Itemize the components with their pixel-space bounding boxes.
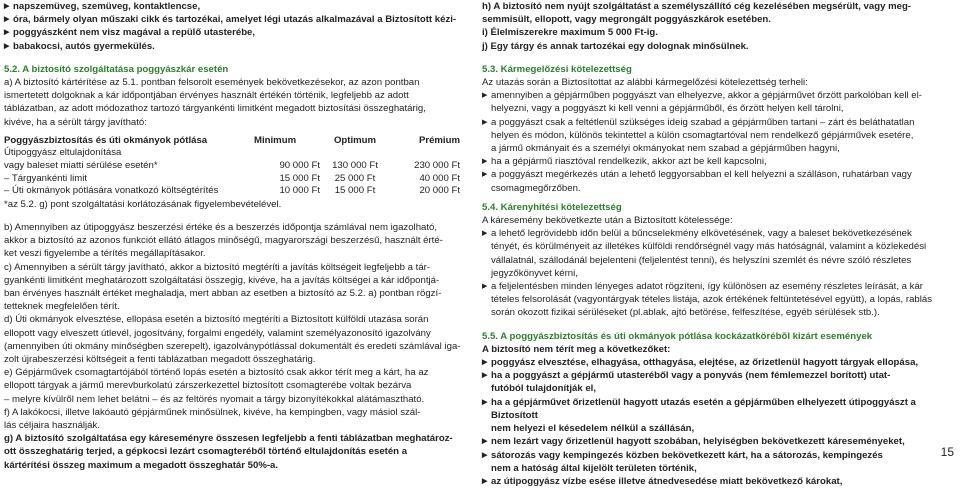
paragraphs-h-i-j — [482, 0, 954, 53]
table-header-cell: Minimum — [254, 135, 320, 148]
table-cell: 15 000 Ft — [320, 185, 390, 198]
section-5-5-heading: 5.5. A poggyászbiztosítás és úti okmányok pótlása kockázatkörébõl kizárt események — [482, 330, 954, 343]
text-line: semmisült, ellopott, vagy megrongált poggyászkárok esetében. — [482, 13, 954, 26]
table-footnote: *az 5.2. g) pont szolgáltatási korlátozásának figyelembevételével. — [4, 198, 462, 211]
section-5-5-list — [482, 356, 954, 488]
table-cell: 15 000 Ft — [254, 173, 320, 186]
text-line: jegyzőkönyvet kérni, — [491, 267, 954, 280]
text-line: e) Gépjárművek csomagtartójából történő lopás esetén a biztosító csak akkor térít meg a kárt, ha az — [4, 366, 462, 379]
text-line: a jármű okmányait és a személyi okmányokat nem szabad a gépjárműben hagyni, — [491, 142, 954, 155]
paragraph-b — [4, 221, 462, 261]
text-line: ismertetett dolgoknak a kár időpontjában érvényes használt értékén történik, legfeljebb az adott — [4, 89, 462, 102]
text-line: nem a hatóság által kijelölt területen történik, — [491, 462, 954, 475]
fees-table — [4, 135, 460, 198]
section-5-2-heading: 5.2. A biztosító szolgáltatása poggyászkár esetén — [4, 63, 462, 76]
text-line: j) Egy tárgy és annak tartozékai egy dolognak minősülnek. — [482, 40, 954, 53]
section-5-3-intro: Az utazás során a Biztosítottat az alábbi kármegelőzési kötelezettség terheli: — [482, 76, 954, 89]
text-line: ▶ sátorozás vagy kempingezés közben bekövetkezett kárt, ha a sátorozás, kempingezés — [491, 449, 954, 462]
left-column — [4, 0, 462, 472]
text-line: kivéve, ha a sérült tárgy javítható: — [4, 116, 462, 129]
list-item — [482, 369, 954, 395]
text-line: táblázatban, az adott módozathoz tartozó tárgyankénti limitként megadott biztosítási összeghatárig, — [4, 102, 462, 115]
list-item: ▶ napszemüveg, szemüveg, kontaktlencse, — [4, 0, 462, 13]
section-5-2-a-paragraph — [4, 76, 462, 129]
paragraph-e — [4, 366, 462, 406]
list-item — [482, 280, 954, 320]
list-item: ▶ babakocsi, autós gyermekülés. — [4, 40, 462, 53]
paragraph-g — [4, 432, 462, 472]
text-line: ▶ poggyász elvesztése, elhagyása, otthagyása, elejtése, az őrizetlenül hagyott tárgyak ellopása, — [491, 356, 954, 369]
section-5-3-list — [482, 89, 954, 195]
text-line: g) A biztosító szolgáltatása egy káreseményre összesen legfeljebb a fenti táblázatban meghatároz- — [4, 432, 462, 445]
text-line: kártérítési összeg maximum a megadott összeghatár 50%-a. — [4, 459, 462, 472]
table-cell: 20 000 Ft — [390, 185, 460, 198]
table-cell: 10 000 Ft — [254, 185, 320, 198]
text-line: csomagmegőrzőben. — [491, 182, 954, 195]
list-item: ▶ poggyászként nem visz magával a repülő utasterébe, — [4, 26, 462, 39]
text-line: tényét, és körülményeit az illetékes külföldi rendőrségnél vagy más hatóságnál, valamint a közlekedési — [491, 240, 954, 253]
list-item — [482, 168, 954, 194]
table-cell: 130 000 Ft — [320, 160, 390, 173]
text-line: f) A lakókocsi, illetve lakóautó gépjárműnek minősülnek, kivéve, ha kempingben, vagy másiol szál- — [4, 406, 462, 419]
text-line: ket veszi figyelembe a térítés megállapításakor. — [4, 247, 462, 260]
table-cell: vagy baleset miatti sérülése esetén* — [4, 160, 254, 173]
right-column — [482, 0, 954, 488]
text-line: ellopott vagy elveszett útlevél, jogosítvány, forgalmi engedély, valamint személyazonosító igazolvány — [4, 327, 462, 340]
section-5-5-intro: A biztosító nem térít meg a következőket: — [482, 343, 954, 356]
table-cell: 230 000 Ft — [390, 160, 460, 173]
paragraph-c — [4, 261, 462, 314]
text-line: ott összeghatárig terjed, a gépkocsi lezárt csomagteréből történő eltulajdonítás esetén a — [4, 445, 462, 458]
table-subheader: Útipoggyász eltulajdonítása — [4, 147, 460, 160]
text-line: ban érvényes használt értéket meghaladja, mert abban az esetben a biztosító az 5.2. a) pontban rögzí- — [4, 287, 462, 300]
table-row — [4, 185, 460, 198]
text-line: zolt újrabeszerzési költségeit a fenti táblázatban megadott összeghatárig. — [4, 353, 462, 366]
text-line: ▶ az útipoggyász vízbe esése illetve átnedvesedése miatt bekövetkező károkat, — [491, 475, 954, 488]
text-line: ▶ a poggyászt csak a feltétlenül szükséges ideig szabad a gépjárműben tartani – zárt és beláthatatlan — [491, 116, 954, 129]
text-line: futóból tulajdonítják el, — [491, 382, 954, 395]
text-line: nem helyezi el késedelem nélkül a szállásán, — [491, 422, 954, 435]
text-line: tételes felsorolását (vagyontárgyak tételes listája, azok értékének feltüntetésével együtt), a lopás, rablás — [491, 293, 954, 306]
section-5-4-heading: 5.4. Kárenyhítési kötelezettség — [482, 201, 954, 214]
text-line: lás céljaira használják. — [4, 419, 462, 432]
text-line: ▶ a lehető legrövidebb időn belül a bűncselekmény elkövetésének, vagy a baleset bekövetkezésének — [491, 227, 954, 240]
text-line: a) A biztosító kártérítése az 5.1. pontban felsorolt események bekövetkezésekor, az azon pontban — [4, 76, 462, 89]
section-5-4-list — [482, 227, 954, 319]
table-body — [4, 160, 460, 198]
list-item: ▶ óra, bármely olyan műszaki cikk és tartozékai, amelyet légi utazás alkalmazával a Biztosított kézi- — [4, 13, 462, 26]
text-line: vállalatnál, szállodánál bejelenteni (feljelentést tenni), és helyszíni szemlét és névre szóló részletes — [491, 254, 954, 267]
list-item — [482, 449, 954, 475]
section-5-4-intro: A káresemény bekövetkezte után a Biztosított kötelessége: — [482, 214, 954, 227]
table-header-cell: Optimum — [320, 135, 390, 148]
text-line: helyen és módon, különös tekintettel a külön csomagtartóval nem rendelkező gépjárművek esetére, — [491, 129, 954, 142]
excluded-items-list — [4, 0, 462, 53]
page-number: 15 — [941, 446, 954, 459]
list-item — [482, 356, 954, 369]
text-line: ▶ ha a gépjármű riasztóval rendelkezik, akkor azt be kell kapcsolni, — [491, 155, 954, 168]
text-line: – melyre kívülről nem lehet belátni – és az feltörés nyomait a tárgy bizonyítékokkal alátámasztható. — [4, 393, 462, 406]
text-line: ▶ ha a poggyászt a gépjármű utasteréből vagy a ponyvás (nem fémlemezzel borított) utat- — [491, 369, 954, 382]
text-line: gyankénti limitként meghatározott szolgáltatási összegig, kivéve, ha a javítás költségei a kár időpontjá- — [4, 274, 462, 287]
text-line: b) Amennyiben az útipoggyász beszerzési értéke és a beszerzés időpontja számlával nem igazolható, — [4, 221, 462, 234]
table-header-row — [4, 135, 460, 148]
list-item — [482, 116, 954, 156]
list-item — [482, 435, 954, 448]
text-line: ellopott tárgyak a jármű merevburkolatú zárszerkezettel biztosított csomagterébe voltak bezárva — [4, 379, 462, 392]
list-item — [482, 155, 954, 168]
text-line: helyezni, vagy a poggyászt ki kell venni a gépjárműből, és őrzött helyen kell tárolni, — [491, 102, 954, 115]
table-subheader-row — [4, 147, 460, 160]
list-item — [482, 89, 954, 115]
table-row — [4, 173, 460, 186]
text-line: (amennyiben úti okmány minőségben szerepelt), igazolványpótlással dokumentált és eredeti számlával iga- — [4, 340, 462, 353]
text-line: tetteknek megfelelően térít. — [4, 300, 462, 313]
text-line: ▶ amennyiben a gépjárműben poggyászt van elhelyezve, akkor a gépjárművet őrzött parkolóban kell el- — [491, 89, 954, 102]
list-item — [482, 227, 954, 280]
paragraph-d — [4, 313, 462, 366]
text-line: során okozott fizikai sérüléseket (pl.ablak, ajtó betörése, felfeszítése, egyéb sérülések stb.). — [491, 306, 954, 319]
list-item — [482, 396, 954, 436]
table-cell: 90 000 Ft — [254, 160, 320, 173]
table-row — [4, 160, 460, 173]
table-header-cell: Prémium — [390, 135, 460, 148]
table-cell: – Úti okmányok pótlására vonatkozó költségtérítés — [4, 185, 254, 198]
table-cell: 25 000 Ft — [320, 173, 390, 186]
table-cell: – Tárgyankénti limit — [4, 173, 254, 186]
text-line: ▶ a feljelentésben minden lényeges adatot rögzíteni, így különösen az esemény részletes leírását, a kár — [491, 280, 954, 293]
text-line: ▶ nem lezárt vagy őrizetlenül hagyott szobában, helyiségben bekövetkezett káreseményeket, — [491, 435, 954, 448]
text-line: akkor a biztosító az azonos funkciót ellátó átlagos minőségű, magyarországi beszerzésű, használt érté- — [4, 234, 462, 247]
paragraph-f — [4, 406, 462, 432]
text-line: h) A biztosító nem nyújt szolgáltatást a személyszállító cég kezelésében megsérült, vagy meg- — [482, 0, 954, 13]
section-5-3-heading: 5.3. Kármegelőzési kötelezettség — [482, 63, 954, 76]
text-line: c) Amennyiben a sérült tárgy javítható, akkor a biztosító megtéríti a javítás költségeit legfeljebb a tár- — [4, 261, 462, 274]
text-line: i) Élelmiszerekre maximum 5 000 Ft-ig. — [482, 26, 954, 39]
text-line: ▶ ha a gépjárművet őrizetlenül hagyott utazás esetén a gépjárműben elhelyezett útipoggyászt a Biztosított — [491, 396, 954, 422]
list-item — [482, 475, 954, 488]
table-header-cell: Poggyászbiztosítás és úti okmányok pótlása — [4, 135, 254, 148]
text-line: d) Úti okmányok elvesztése, ellopása esetén a biztosító megtéríti a Biztosított külföldi utazása során — [4, 313, 462, 326]
table-cell: 40 000 Ft — [390, 173, 460, 186]
text-line: ▶ a poggyászt megérkezés után a lehető leggyorsabban el kell helyezni a szálláson, ruhatárban vagy — [491, 168, 954, 181]
